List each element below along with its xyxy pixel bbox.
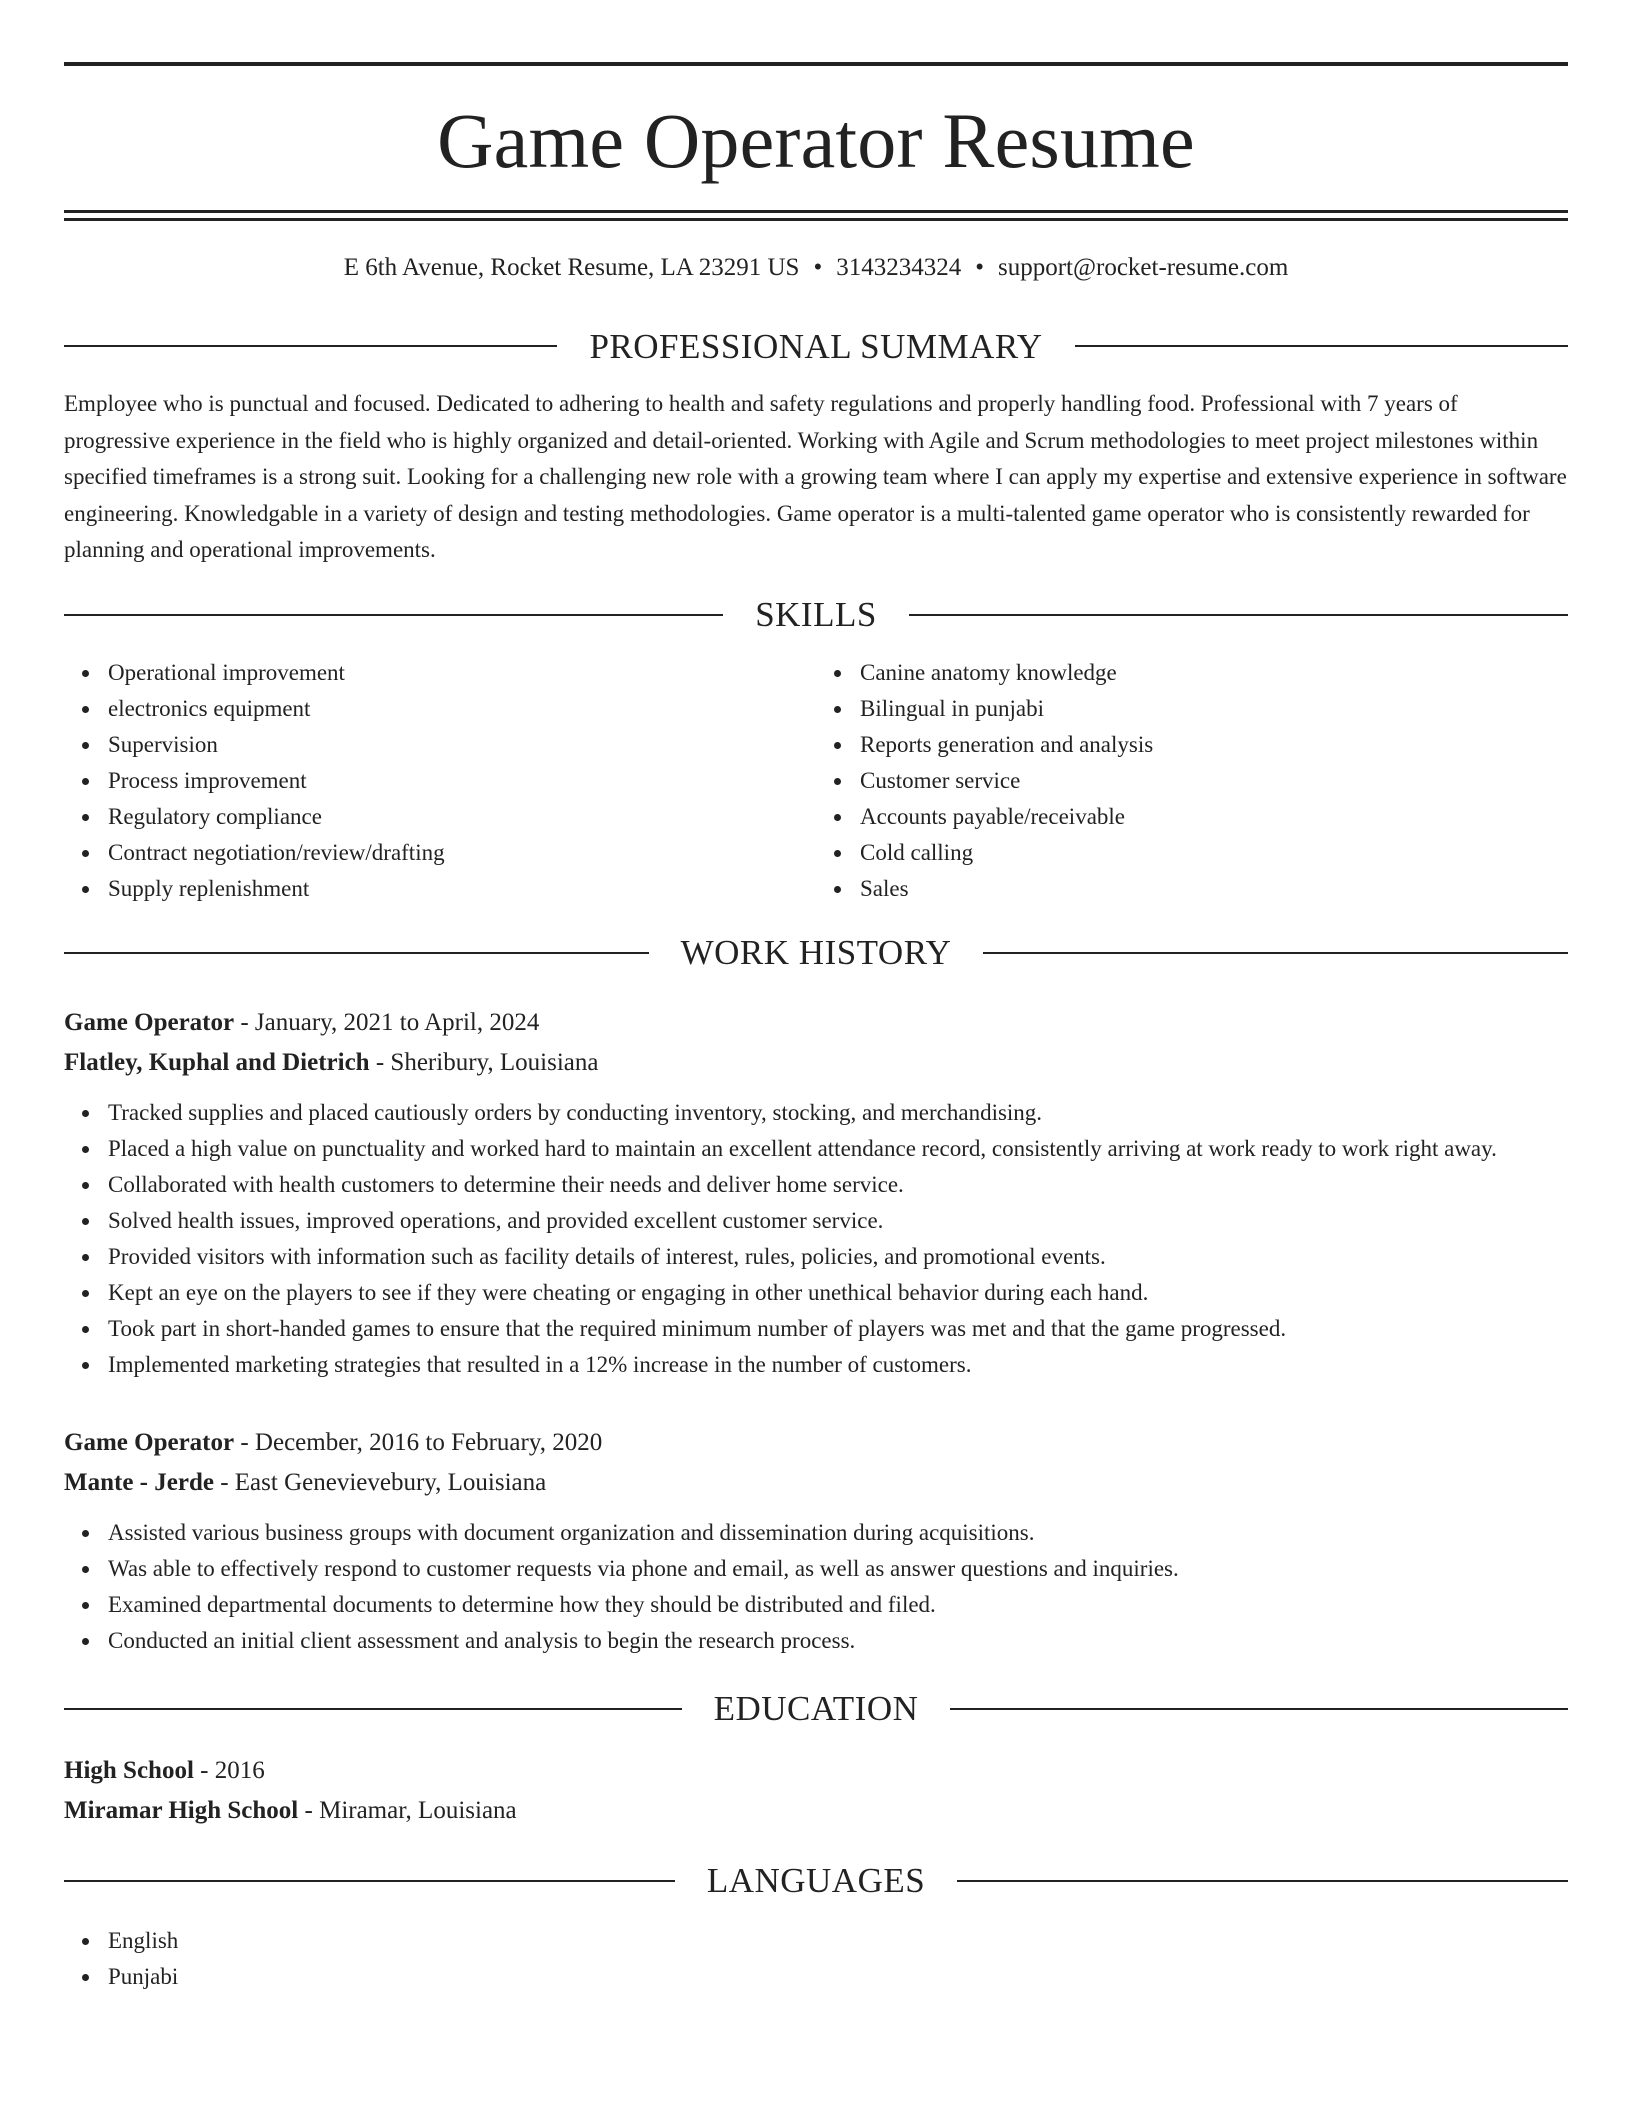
job-title-line [64, 1003, 1568, 1043]
skill-item: Canine anatomy knowledge [860, 655, 1568, 691]
job-company-line [64, 1463, 1568, 1503]
job-entry [64, 1423, 1568, 1659]
skill-item: Process improvement [108, 763, 816, 799]
heading-rule [957, 1880, 1568, 1882]
education-school: Miramar High School [64, 1796, 299, 1824]
heading-rule [64, 1708, 682, 1710]
job-bullet: Solved health issues, improved operations, and provided excellent customer service. [108, 1203, 1568, 1239]
education-degree: High School [64, 1756, 194, 1784]
contact-phone: 3143234324 [836, 254, 962, 281]
languages-list [64, 1923, 1568, 1995]
section-title: WORK HISTORY [680, 933, 952, 972]
section-heading-languages [64, 1861, 1568, 1901]
job-bullet: Kept an eye on the players to see if they were cheating or engaging in other unethical behavior during each hand. [108, 1275, 1568, 1311]
heading-rule [983, 952, 1568, 954]
heading-rule [64, 614, 723, 616]
job-location: - East Genevievebury, Louisiana [213, 1468, 547, 1496]
job-bullet: Collaborated with health customers to determine their needs and deliver home service. [108, 1167, 1568, 1203]
contact-email: support@rocket-resume.com [997, 254, 1289, 281]
job-bullet: Tracked supplies and placed cautiously orders by conducting inventory, stocking, and merchandising. [108, 1095, 1568, 1131]
job-title-line [64, 1423, 1568, 1463]
contact-separator: • [975, 254, 984, 281]
section-title: PROFESSIONAL SUMMARY [589, 326, 1043, 366]
job-bullet: Conducted an initial client assessment and analysis to begin the research process. [108, 1623, 1568, 1659]
skill-item: Contract negotiation/review/drafting [108, 835, 816, 871]
heading-rule [64, 1880, 675, 1882]
skill-item: Supply replenishment [108, 871, 816, 907]
heading-rule [1075, 345, 1568, 347]
heading-rule [64, 952, 649, 954]
section-title: LANGUAGES [706, 1861, 926, 1900]
title-double-rule [64, 210, 1568, 221]
job-bullet: Provided visitors with information such as facility details of interest, rules, policies, and promotional events. [108, 1239, 1568, 1275]
skills-list-right [816, 655, 1568, 907]
job-title: Game Operator [64, 1428, 235, 1456]
job-bullet: Examined departmental documents to determine how they should be distributed and filed. [108, 1587, 1568, 1623]
job-dates: - January, 2021 to April, 2024 [234, 1008, 540, 1036]
job-bullets [64, 1095, 1568, 1383]
section-heading-work [64, 933, 1568, 973]
skill-item: Accounts payable/receivable [860, 799, 1568, 835]
resume-title: Game Operator Resume [437, 97, 1195, 184]
education-location: - Miramar, Louisiana [298, 1796, 517, 1824]
job-bullet: Took part in short-handed games to ensure that the required minimum number of players was met and that the game progressed. [108, 1311, 1568, 1347]
job-dates: - December, 2016 to February, 2020 [234, 1428, 603, 1456]
job-title: Game Operator [64, 1008, 235, 1036]
skill-item: Customer service [860, 763, 1568, 799]
skill-item: Operational improvement [108, 655, 816, 691]
summary-text: Employee who is punctual and focused. Dedicated to adhering to health and safety regulations and properly handling food. Professional with 7 years of progressive experience in the field who is highly organized and detail-oriented. Working with Agile and Scrum methodologies to meet project milestones within specified timeframes is a strong suit. Looking for a challenging new role with a growing team where I can apply my expertise and extensive experience in software engineering. Knowledgable in a variety of design and testing methodologies. Game operator is a multi-talented game operator who is consistently rewarded for planning and operational improvements. [64, 391, 1567, 562]
education-school-line [64, 1791, 1568, 1831]
job-company: Flatley, Kuphal and Dietrich [64, 1048, 370, 1076]
skills-list-left [64, 655, 816, 907]
top-rule [64, 62, 1568, 66]
heading-rule [64, 345, 557, 347]
section-heading-summary [64, 326, 1568, 366]
language-item: Punjabi [108, 1959, 1568, 1995]
skill-item: Cold calling [860, 835, 1568, 871]
job-bullet: Assisted various business groups with document organization and dissemination during acquisitions. [108, 1515, 1568, 1551]
skill-item: Bilingual in punjabi [860, 691, 1568, 727]
job-company-line [64, 1043, 1568, 1083]
languages [64, 1923, 1568, 1995]
job-bullet: Placed a high value on punctuality and worked hard to maintain an excellent attendance record, consistently arriving at work ready to work right away. [108, 1131, 1568, 1167]
education-year: - 2016 [193, 1756, 265, 1784]
contact-line [64, 255, 1568, 280]
job-bullet: Implemented marketing strategies that resulted in a 12% increase in the number of customers. [108, 1347, 1568, 1383]
education-entry [64, 1751, 1568, 1831]
job-entry [64, 1003, 1568, 1383]
job-company: Mante - Jerde [64, 1468, 214, 1496]
skill-item: Reports generation and analysis [860, 727, 1568, 763]
job-location: - Sheribury, Louisiana [369, 1048, 599, 1076]
contact-address: E 6th Avenue, Rocket Resume, LA 23291 US [343, 254, 800, 281]
language-item: English [108, 1923, 1568, 1959]
resume-page [64, 62, 1568, 1995]
skill-item: Supervision [108, 727, 816, 763]
work-history [64, 1003, 1568, 1659]
section-title: EDUCATION [713, 1689, 919, 1728]
skill-item: Regulatory compliance [108, 799, 816, 835]
skills-columns [64, 655, 1568, 907]
education-degree-line [64, 1751, 1568, 1791]
section-heading-education [64, 1689, 1568, 1729]
job-bullet: Was able to effectively respond to customer requests via phone and email, as well as answer questions and inquiries. [108, 1551, 1568, 1587]
skill-item: electronics equipment [108, 691, 816, 727]
skill-item: Sales [860, 871, 1568, 907]
job-bullets [64, 1515, 1568, 1659]
heading-rule [950, 1708, 1568, 1710]
section-title: SKILLS [755, 595, 877, 634]
heading-rule [909, 614, 1568, 616]
section-heading-skills [64, 595, 1568, 635]
contact-separator: • [813, 254, 823, 281]
